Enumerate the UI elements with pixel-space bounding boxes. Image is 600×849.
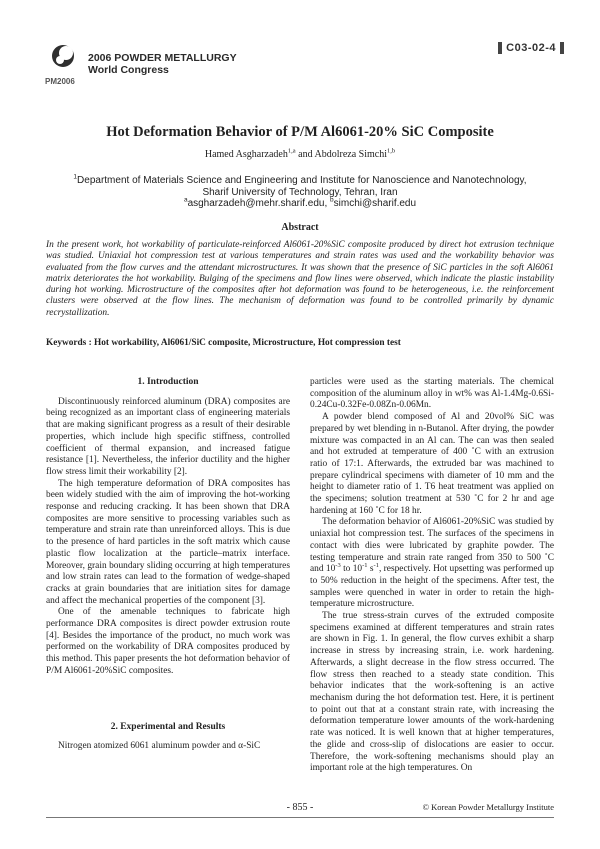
body-paragraph: The high temperature deformation of DRA composites has been widely studied with the aim of improving the hot-working response and reducing cracking. It has been shown that DRA composites are more sensitive to processing variables such as temperature and strain rate than unreinforced alloys. This is due to the presence of hard particles in the soft matrix which cause plastic flow localization at the particle–matrix interface. Moreover, grain boundary sliding occurring at high temperatures and low strain rates can lead to the formation of wedge-shaped cracks at grain boundaries that are initiation sites for damage and affect the mechanical properties of the component [3]. [46,478,290,606]
body-paragraph: particles were used as the starting materials. The chemical composition of the aluminum alloy in wt% was Al-1.4Mg-0.6Si-0.24Cu-0.32Fe-0.08Zn-0.06Mn. [310,377,554,411]
email-superscript: b [330,196,334,204]
affiliation-line: Sharif University of Technology, Tehran, Iran [202,186,398,198]
conference-subtitle: World Congress [88,64,169,76]
body-text: s [367,564,374,575]
body-paragraph: Discontinuously reinforced aluminum (DRA) composites are being recognized as an important class of engineering materials that are making significant progress as a result of their desirable properties, which include high specific stiffness, controlled coefficient of thermal expansion, and increased fatigue resistance [1]. Nevertheless, the inferior ductility and the higher flow stress limit their workability [2]. [46,396,290,477]
conference-header [40,40,564,92]
section-spacer [46,678,290,722]
conference-title: 2006 POWDER METALLURGY [88,52,237,64]
paper-title: Hot Deformation Behavior of P/M Al6061-20% SiC Composite [106,124,494,140]
email-superscript: a [183,196,188,204]
exponent: -1 [373,562,379,570]
keywords-line: Keywords : Hot workability, Al6061/SiC composite, Microstructure, Hot compression test [46,338,401,348]
author-superscript: 1,b [387,147,396,155]
copyright-notice: © Korean Powder Metallurgy Institute [422,802,554,812]
email-address: simchi@sharif.edu [333,198,417,209]
section-heading-experimental: 2. Experimental and Results [110,721,226,732]
body-text: , respectively. Hot upsetting was performed up to 50% reduction in the height of the specimens. After test, the samples were quenched in water in order to retain the high-temperature microstructure. [310,564,554,610]
email-address: asgharzadeh@mehr.sharif.edu, [187,198,331,209]
author-line [0,149,600,160]
body-paragraph [310,517,554,611]
body-paragraph: The true stress-strain curves of the extruded composite specimens examined at different temperatures and strain rates are shown in Fig. 1. In general, the flow curves exhibit a sharp increase in stress by increasing strain, i.e. work hardening. Afterwards, a slight decrease in the flow stress occurred. The flow stress then reached to a steady state condition. This behavior indicates that the work-softening is an active mechanism during the hot deformation test. Here, it is pertinent to point out that at a constant strain rate, with increasing the deformation temperature lower amounts of the work-hardening rate was noticed. It is well known that at higher temperatures, the glide and cross-slip of dislocations are easier to occur. Therefore, the work-softening mechanisms should play an important role at the high temperatures. On [310,611,554,774]
affiliation-text: Department of Materials Science and Engineering and Institute for Nanoscience and Nanotechnology, [77,175,527,186]
author-conjunction: and [295,149,315,160]
footer-rule [46,817,554,818]
paper-code-badge: C03-02-4 [498,42,564,54]
body-paragraph: Nitrogen atomized 6061 aluminum powder and α-SiC [58,741,261,752]
body-paragraph: A powder blend composed of Al and 20vol% SiC was prepared by wet blending in n-Butanol. After drying, the powder mixture was compacted in an Al can. The can was then sealed and hot extruded at temperature of 400 ˚C with an extrusion ratio of 17:1. Afterwards, the extruded bar was machined to prepare cylindrical specimens with diameter of 10 mm and the height to diameter ratio of 1. T6 heat treatment was applied on the specimens; solution treatment at 530 ˚C for 2 hr and age hardening at 160 ˚C for 18 hr. [310,412,554,516]
affiliation-superscript: 1 [73,173,78,181]
section-heading-introduction: 1. Introduction [137,377,199,387]
author-superscript: 1,a [287,147,296,155]
body-paragraph: One of the amenable techniques to fabricate high performance DRA composites is direct powder extrusion route [4]. Besides the importance of the product, no much work was performed on the workability of DRA composites produced by this method. This paper presents the hot deformation behavior of P/M Al6061-20%SiC composites. [46,607,290,676]
author-name: Abdolreza Simchi [314,149,388,160]
author-name: Hamed Asgharzadeh [204,149,288,160]
affiliation-line [0,175,600,187]
exponent: -3 [335,562,341,570]
left-column [46,377,290,753]
abstract-text: In the present work, hot workability of particulate-reinforced Al6061-20%SiC composite produced by direct hot extrusion technique was studied. Uniaxial hot compression test at various temperatures and strain rates was used and the workability behavior was evaluated from the flow curves and the attendant microstructures. It was shown that the presence of SiC particles in the soft Al6061 matrix deteriorates the hot workability. Bulging of the specimens and flow lines were observed, which indicate the plastic instability during hot working. Microstructure of the composites after hot deformation was found to be heterogeneous, i.e. the reinforcement clusters were observed at the flow lines. The mechanism of deformation was found to be controlled primarily by dynamic recrystallization. [46,240,554,318]
page-number: - 855 - [286,802,314,813]
exponent: -1 [362,562,368,570]
affiliation-block [0,175,600,210]
conference-name [88,52,237,76]
abstract-heading: Abstract [281,222,319,233]
svg-text:PM2006: PM2006 [45,77,75,86]
body-text: to 10 [340,564,363,575]
pm2006-logo [44,42,84,88]
right-column [310,377,554,775]
email-line [0,198,600,210]
body-text: The deformation behavior of Al6061-20%SiC was studied by uniaxial hot compression test. The surfaces of the specimens in contact with dies were lubricated by graphite powder. The testing temperature and strain rate ranged from 350 to 500 ˚C and 10 [310,517,554,575]
